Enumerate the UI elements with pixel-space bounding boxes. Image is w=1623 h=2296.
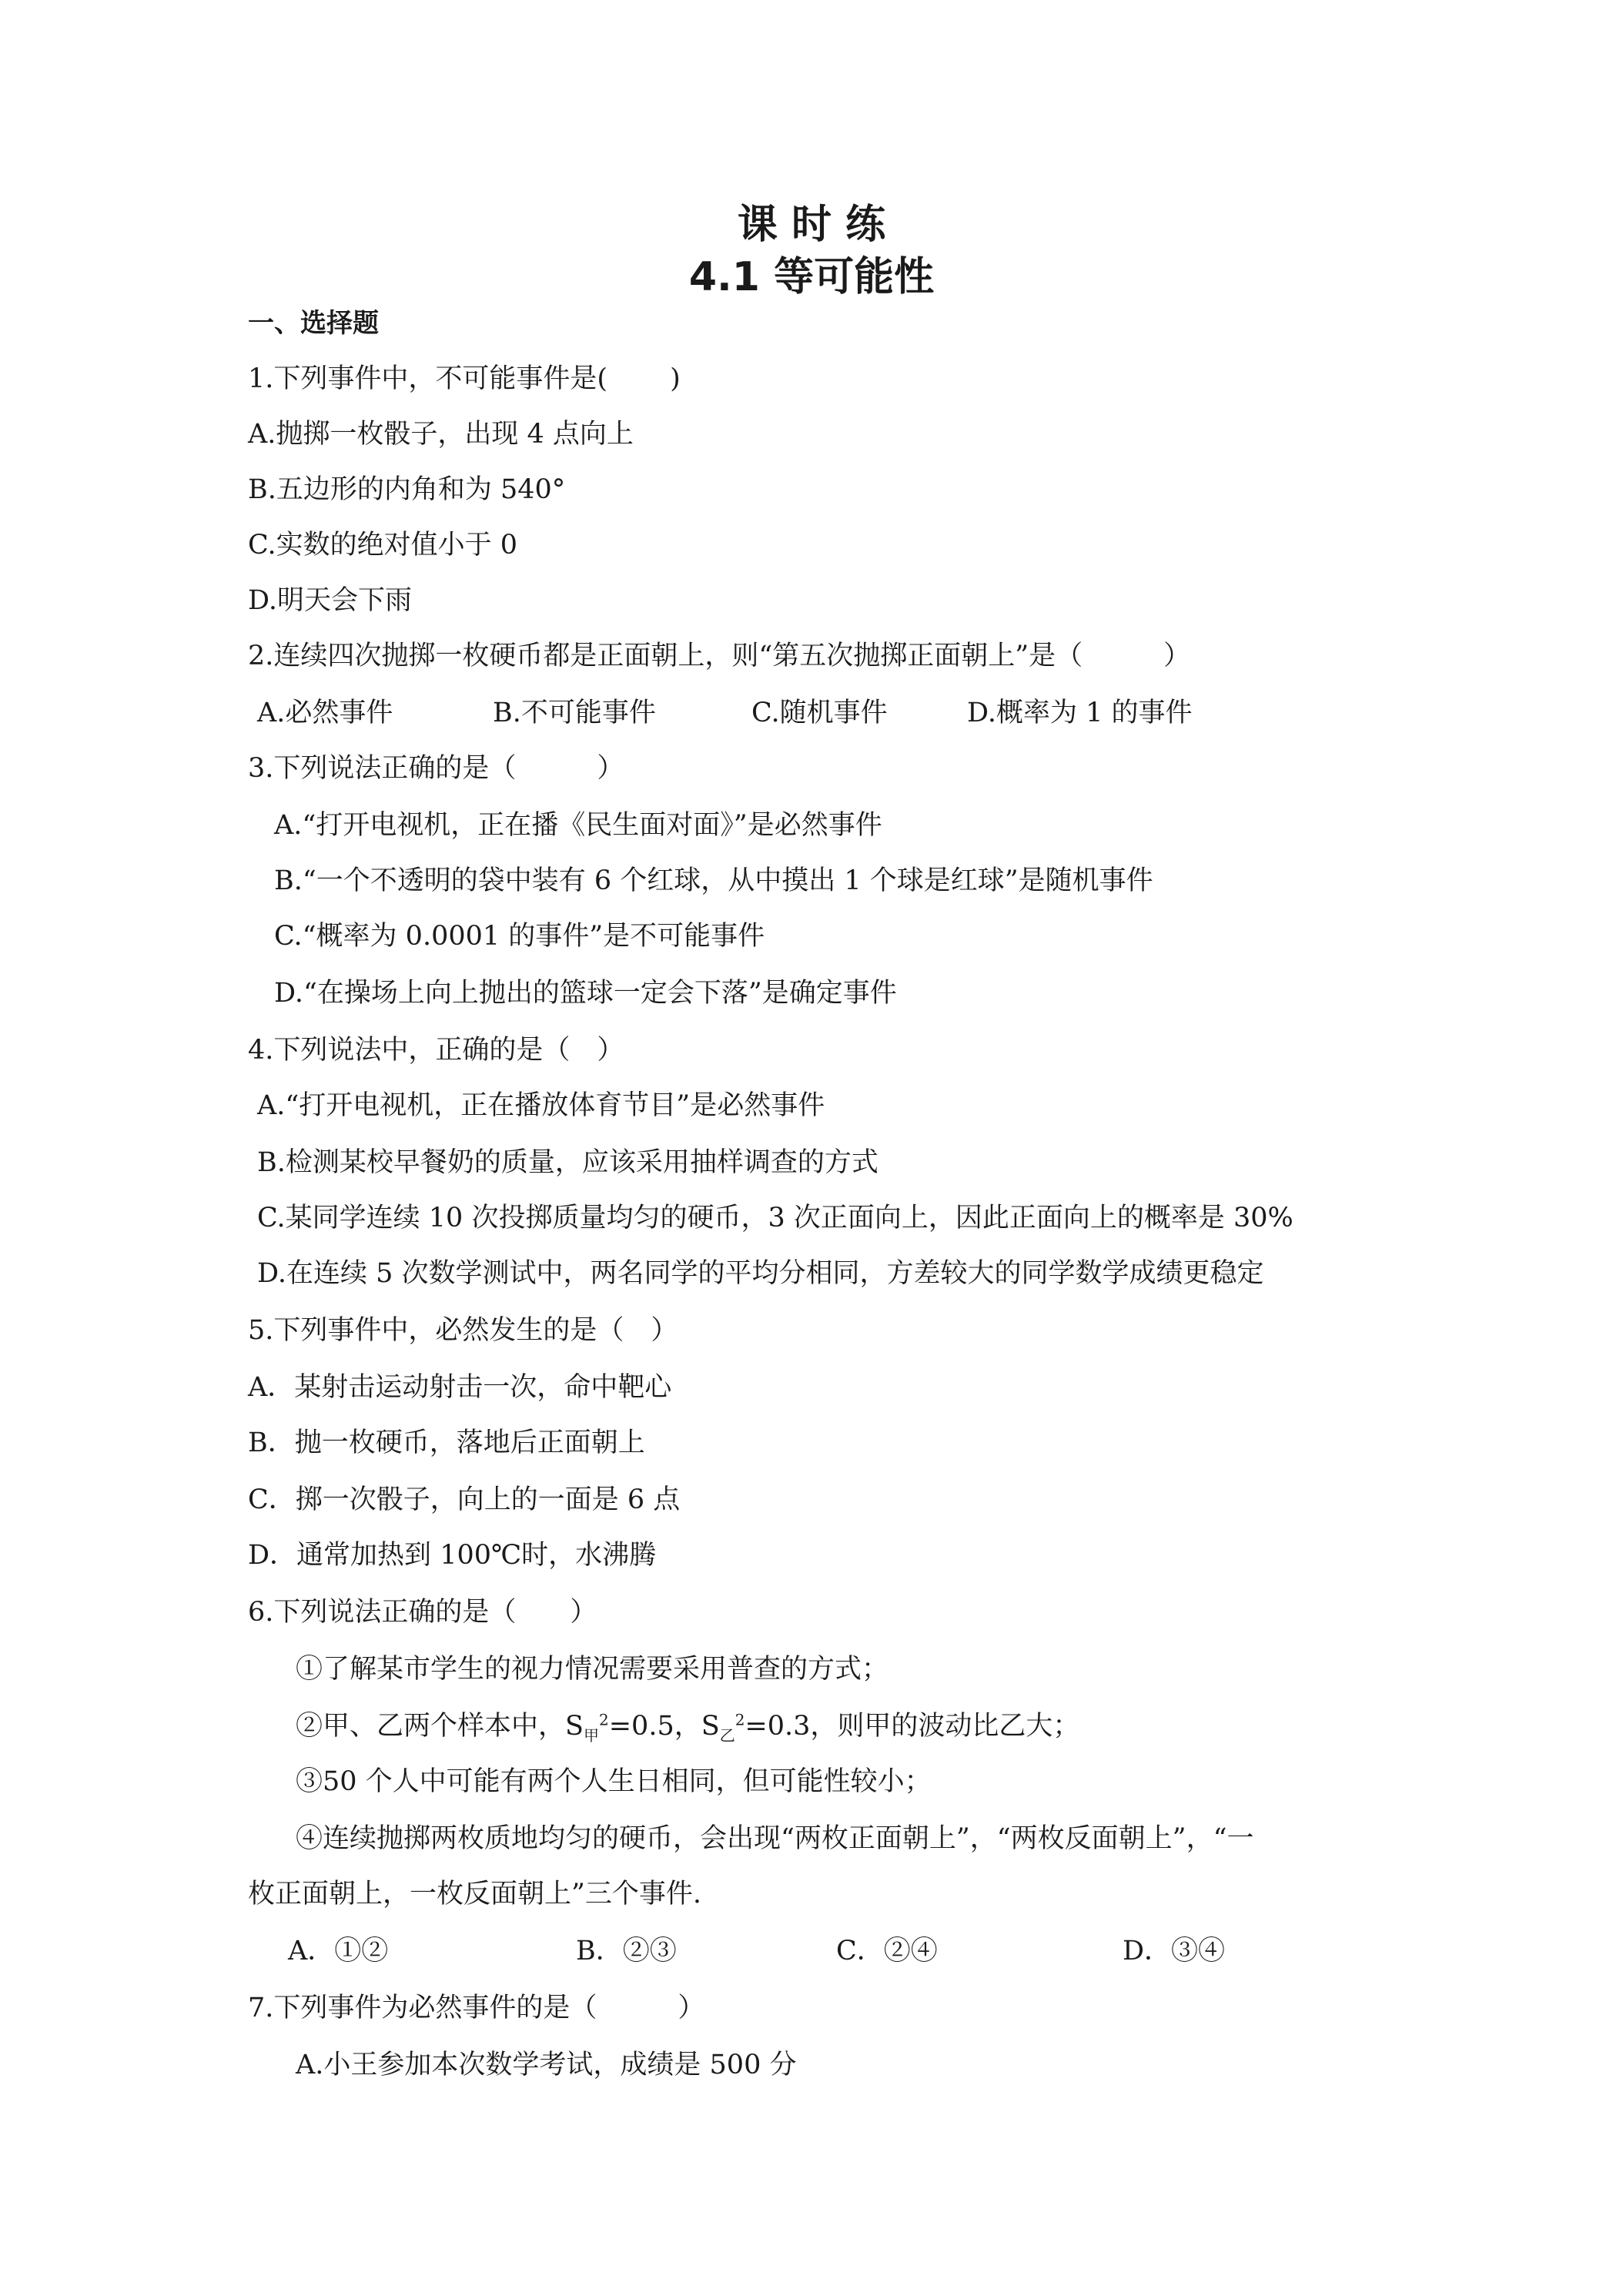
question-4-option-b: B.检测某校早餐奶的质量，应该采用抽样调查的方式 xyxy=(257,1147,878,1178)
question-7-stem: 7.下列事件为必然事件的是（ ） xyxy=(248,1993,705,2023)
question-1-option-c: C.实数的绝对值小于 0 xyxy=(248,530,518,561)
question-6-statement-3: ③50 个人中可能有两个人生日相同，但可能性较小； xyxy=(296,1766,932,1797)
document-subtitle: 4.1 等可能性 xyxy=(688,254,935,300)
question-6-option-a: A．①② xyxy=(288,1936,389,1966)
question-5-option-d: D．通常加热到 100℃时，水沸腾 xyxy=(248,1540,657,1571)
question-1-option-d: D.明天会下雨 xyxy=(248,585,412,616)
question-2-stem: 2.连续四次抛掷一枚硬币都是正面朝上，则“第五次抛掷正面朝上”是（ ） xyxy=(248,641,1191,671)
question-6-statement-2 xyxy=(296,1709,1079,1743)
question-6-option-b: B．②③ xyxy=(576,1936,677,1966)
question-4-option-c: C.某同学连续 10 次投掷质量均匀的硬币，3 次正面向上，因此正面向上的概率是 30% xyxy=(257,1203,1293,1233)
question-6-stem: 6.下列说法正确的是（ ） xyxy=(248,1597,597,1628)
question-3-option-b: B.“一个不透明的袋中装有 6 个红球，从中摸出 1 个球是红球”是随机事件 xyxy=(274,865,1153,896)
subscript-yi: 乙 xyxy=(719,1726,735,1745)
question-6-option-c: C．②④ xyxy=(836,1936,938,1966)
statement-2-text: =0.5，S xyxy=(608,1711,720,1742)
statement-2-text: =0.3，则甲的波动比乙大； xyxy=(745,1711,1080,1742)
question-5-stem: 5.下列事件中，必然发生的是（ ） xyxy=(248,1315,678,1346)
question-3-stem: 3.下列说法正确的是（ ） xyxy=(248,753,624,784)
question-6-statement-1: ①了解某市学生的视力情况需要采用普查的方式； xyxy=(296,1654,889,1685)
statement-2-text: ②甲、乙两个样本中，S xyxy=(296,1711,584,1742)
question-1-option-a: A.抛掷一枚骰子，出现 4 点向上 xyxy=(248,419,634,450)
question-2-option-c: C.随机事件 xyxy=(751,698,888,728)
question-1-option-b: B.五边形的内角和为 540° xyxy=(248,474,566,505)
question-4-stem: 4.下列说法中，正确的是（ ） xyxy=(248,1035,624,1066)
question-5-option-c: C．掷一次骰子，向上的一面是 6 点 xyxy=(248,1484,681,1515)
section-heading: 一、选择题 xyxy=(248,308,379,339)
question-2-option-d: D.概率为 1 的事件 xyxy=(967,698,1193,728)
superscript-2: 2 xyxy=(598,1710,609,1729)
question-2-option-a: A.必然事件 xyxy=(257,698,393,728)
superscript-2: 2 xyxy=(735,1710,745,1729)
subscript-jia: 甲 xyxy=(583,1726,599,1745)
question-6-statement-4-line-2: 枚正面朝上，一枚反面朝上”三个事件. xyxy=(248,1879,702,1909)
question-4-option-d: D.在连续 5 次数学测试中，两名同学的平均分相同，方差较大的同学数学成绩更稳定 xyxy=(257,1258,1264,1289)
document-title: 课 时 练 xyxy=(737,202,886,248)
question-3-option-c: C.“概率为 0.0001 的事件”是不可能事件 xyxy=(274,921,765,952)
question-1-stem: 1.下列事件中，不可能事件是( ) xyxy=(248,363,681,394)
question-6-option-d: D．③④ xyxy=(1123,1936,1226,1966)
question-5-option-b: B．抛一枚硬币，落地后正面朝上 xyxy=(248,1427,645,1458)
question-2-option-b: B.不可能事件 xyxy=(493,698,656,728)
question-5-option-a: A．某射击运动射击一次，命中靶心 xyxy=(248,1372,672,1403)
question-7-option-a: A.小王参加本次数学考试，成绩是 500 分 xyxy=(296,2050,797,2080)
question-4-option-a: A.“打开电视机，正在播放体育节目”是必然事件 xyxy=(257,1090,825,1121)
question-3-option-d: D.“在操场上向上抛出的篮球一定会下落”是确定事件 xyxy=(274,978,897,1009)
question-6-statement-4-line-1: ④连续抛掷两枚质地均匀的硬币，会出现“两枚正面朝上”，“两枚反面朝上”，“一 xyxy=(296,1823,1254,1854)
question-3-option-a: A.“打开电视机，正在播《民生面对面》”是必然事件 xyxy=(274,810,882,841)
